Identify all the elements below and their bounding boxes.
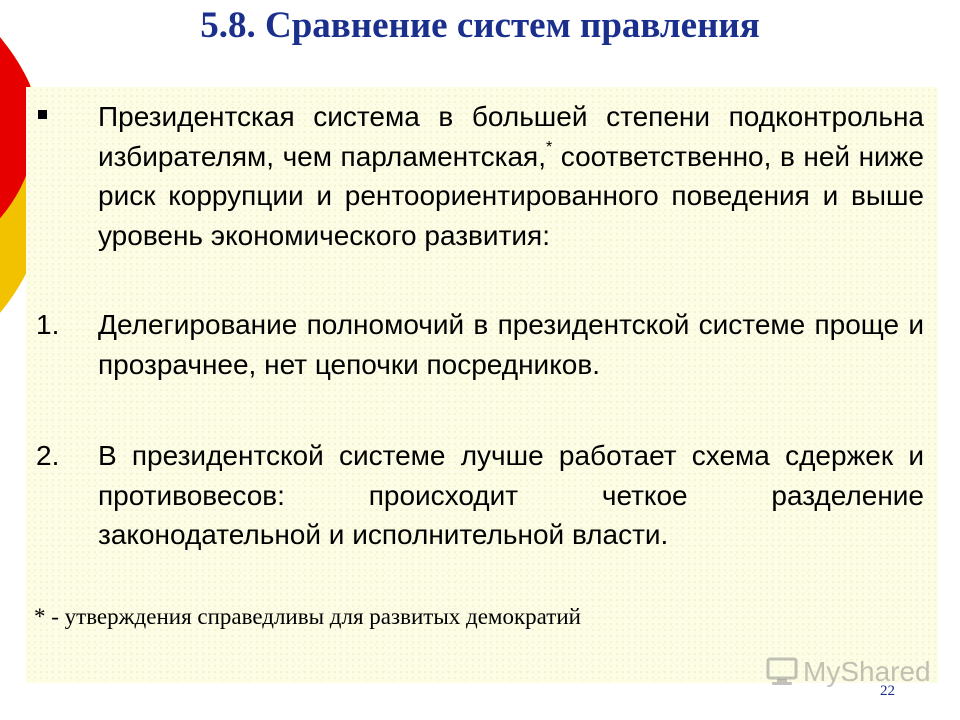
bullet-text: Президентская система в большей степени подконтрольна избирателям, чем парламентская,* соответственно, в ней ниже риск коррупции и рентоориентированного поведения и выше уровень экономического развития:: [98, 101, 924, 251]
square-bullet-icon: [38, 110, 47, 119]
watermark: [765, 656, 931, 688]
footnote: * - утверждения справедливы для развитых демократий: [34, 604, 581, 629]
numbered-item-1: [26, 305, 924, 384]
page-number: 22: [880, 683, 895, 699]
bullet-item: [26, 97, 924, 255]
slide-title: 5.8. Сравнение систем правления: [200, 5, 760, 46]
item-text: В президентской системе лучше работает схема сдержек и противовесов: происходит четкое разделение законодательной и исполнительной власти.: [98, 440, 924, 550]
watermark-text: MyShared: [803, 656, 931, 687]
item-number: 1.: [36, 309, 60, 340]
footnote-mark: *: [546, 138, 553, 156]
computer-icon: [765, 657, 799, 687]
item-text: Делегирование полномочий в президентской системе проще и прозрачнее, нет цепочки посредников.: [98, 309, 924, 380]
numbered-item-2: [26, 436, 924, 555]
content-panel: [26, 87, 938, 683]
item-number: 2.: [36, 440, 60, 471]
